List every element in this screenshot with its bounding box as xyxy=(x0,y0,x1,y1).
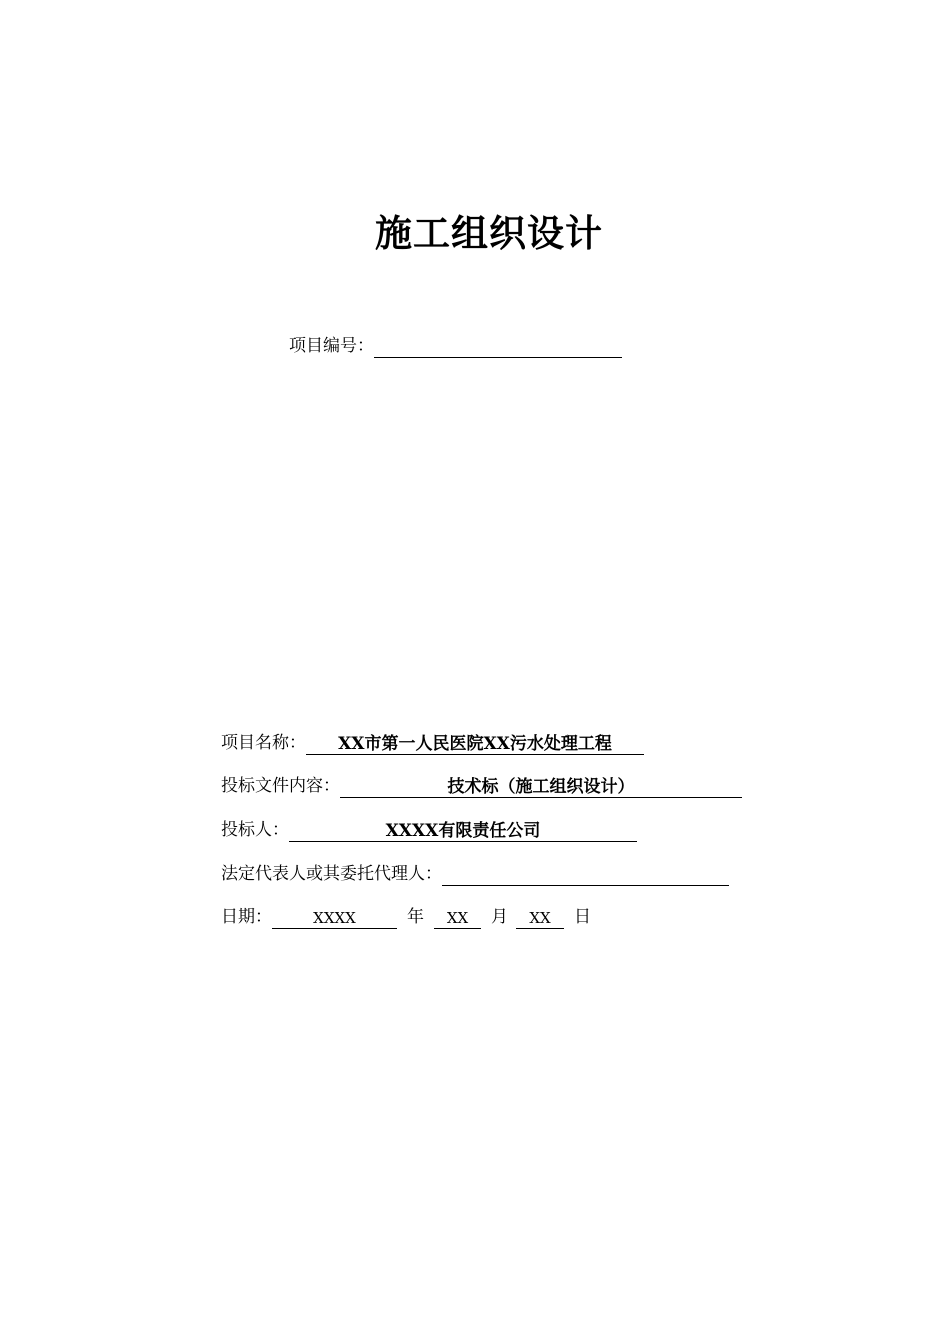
legal-rep-row xyxy=(221,862,729,886)
date-month-field[interactable]: XX xyxy=(434,908,481,929)
bid-content-row xyxy=(221,774,742,798)
bidder-field[interactable]: XXXX有限责任公司 xyxy=(289,821,637,842)
project-number-label: 项目编号： xyxy=(289,336,374,356)
date-label: 日期： xyxy=(221,907,272,927)
document-title: 施工组织设计 xyxy=(375,211,603,255)
date-month-unit: 月 xyxy=(491,907,508,927)
legal-rep-label: 法定代表人或其委托代理人： xyxy=(221,864,442,884)
project-number-row xyxy=(289,334,622,358)
date-year-unit: 年 xyxy=(407,907,424,927)
date-day-field[interactable]: XX xyxy=(516,908,564,929)
bid-content-field[interactable]: 技术标（施工组织设计） xyxy=(340,777,742,798)
bid-content-label: 投标文件内容： xyxy=(221,776,340,796)
date-year-field[interactable]: XXXX xyxy=(272,908,397,929)
date-day-unit: 日 xyxy=(574,907,591,927)
legal-rep-field[interactable] xyxy=(442,865,729,886)
date-row xyxy=(221,905,591,929)
project-name-field[interactable]: XX市第一人民医院XX污水处理工程 xyxy=(306,734,644,755)
project-name-label: 项目名称： xyxy=(221,733,306,753)
project-number-field[interactable] xyxy=(374,337,622,358)
project-name-row xyxy=(221,731,644,755)
bidder-row xyxy=(221,818,637,842)
bidder-label: 投标人： xyxy=(221,820,289,840)
